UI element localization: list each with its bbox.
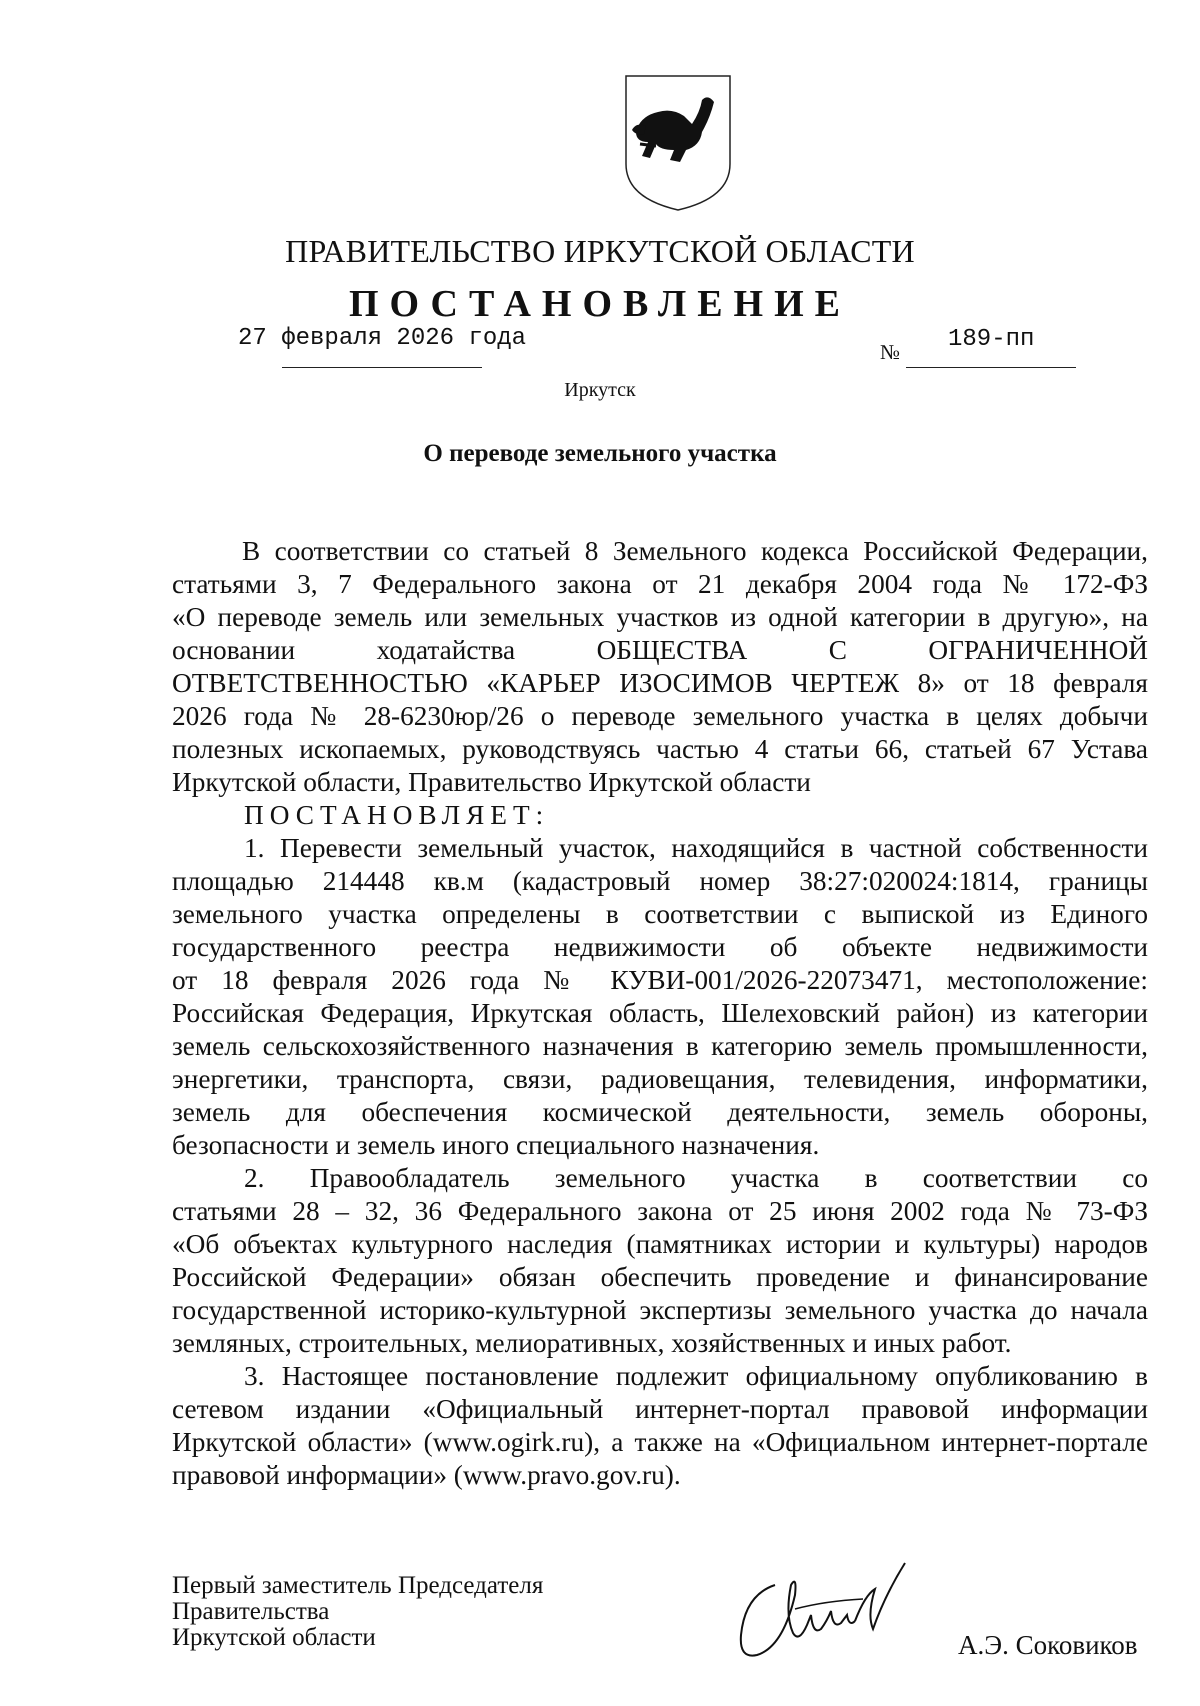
body-line: Российской Федерации» обязан обеспечить проведение и финансирование (172, 1262, 1148, 1292)
signer-name: А.Э. Соковиков (958, 1630, 1138, 1660)
body-line: 2. Правообладатель земельного участка в соответствии со (244, 1163, 1148, 1193)
organization-title: ПРАВИТЕЛЬСТВО ИРКУТСКОЙ ОБЛАСТИ (285, 233, 915, 269)
document-body (172, 535, 1148, 1492)
body-line: площадью 214448 кв.м (кадастровый номер 38:27:020024:1814, границы (172, 866, 1148, 896)
body-line: Иркутской области, Правительство Иркутской области (172, 767, 811, 797)
body-line: Иркутской области» (www.ogirk.ru), а также на «Официальном интернет-портале (172, 1427, 1148, 1457)
body-line: земляных, строительных, мелиоративных, хозяйственных и иных работ. (172, 1328, 1012, 1358)
body-line: «О переводе земель или земельных участков из одной категории в другую», на (172, 602, 1148, 632)
coat-of-arms-icon (622, 72, 734, 214)
body-line: земельного участка определены в соответствии с выпиской из Единого (172, 899, 1148, 929)
body-line: безопасности и земель иного специального назначения. (172, 1130, 820, 1160)
document-subject: О переводе земельного участка (423, 440, 777, 467)
city: Иркутск (564, 379, 636, 401)
body-line: 1. Перевести земельный участок, находящийся в частной собственности (244, 833, 1148, 863)
signatory-position (172, 1573, 543, 1651)
body-line: правовой информации» (www.pravo.gov.ru). (172, 1460, 681, 1490)
body-line: «Об объектах культурного наследия (памятниках истории и культуры) народов (172, 1229, 1148, 1259)
body-line: земель сельскохозяйственного назначения в категорию земель промышленности, (172, 1031, 1148, 1061)
body-line: В соответствии со статьей 8 Земельного кодекса Российской Федерации, (242, 536, 1148, 566)
body-line: статьями 3, 7 Федерального закона от 21 декабря 2004 года № 172-ФЗ (172, 569, 1148, 599)
body-line: ОТВЕТСТВЕННОСТЬЮ «КАРЬЕР ИЗОСИМОВ ЧЕРТЕЖ 8» от 18 февраля (172, 668, 1148, 698)
body-line: земель для обеспечения космической деятельности, земель обороны, (172, 1097, 1148, 1127)
body-line: государственного реестра недвижимости об объекте недвижимости (172, 932, 1148, 962)
body-line: 3. Настоящее постановление подлежит официальному опубликованию в (244, 1361, 1148, 1391)
body-line: государственной историко-культурной экспертизы земельного участка до начала (172, 1295, 1148, 1325)
body-line: статьями 28 – 32, 36 Федерального закона от 25 июня 2002 года № 73-ФЗ (172, 1196, 1148, 1226)
position-line: Первый заместитель Председателя (172, 1572, 544, 1599)
document-number: 189-пп (948, 326, 1035, 353)
number-sign: № (880, 340, 901, 364)
body-line: основании ходатайства ОБЩЕСТВА С ОГРАНИЧЕННОЙ (172, 635, 1148, 665)
body-line: Российская Федерация, Иркутская область, Шелеховский район) из категории (172, 998, 1148, 1028)
decree-word: ПОСТАНОВЛЯЕТ: (244, 800, 550, 830)
body-line: 2026 года № 28-6230юр/26 о переводе земельного участка в целях добычи (172, 701, 1148, 731)
position-line: Иркутской области (172, 1624, 376, 1651)
handwritten-signature-icon (735, 1555, 935, 1665)
date-underline (282, 367, 482, 368)
number-underline (906, 367, 1076, 368)
position-line: Правительства (172, 1598, 330, 1625)
body-line: энергетики, транспорта, связи, радиовещания, телевидения, информатики, (172, 1064, 1148, 1094)
body-line: сетевом издании «Официальный интернет-портал правовой информации (172, 1394, 1148, 1424)
body-line: полезных ископаемых, руководствуясь частью 4 статьи 66, статьей 67 Устава (172, 734, 1148, 764)
body-line: от 18 февраля 2026 года № КУВИ-001/2026-22073471, местоположение: (172, 965, 1148, 995)
document-type: ПОСТАНОВЛЕНИЕ (348, 283, 852, 325)
document-date: 27 февраля 2026 года (238, 325, 527, 352)
